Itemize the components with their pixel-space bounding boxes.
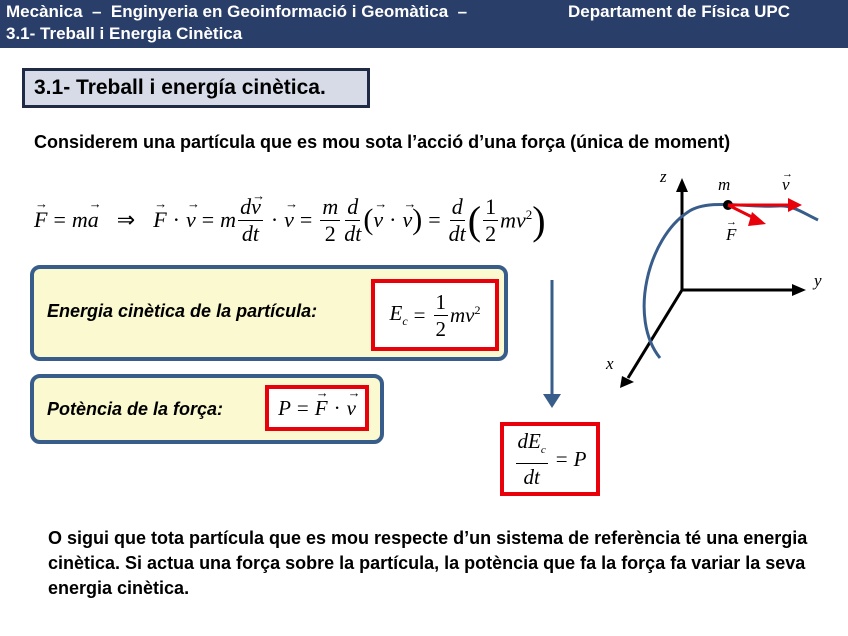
energy-rate-formula: $\frac{dE_c}{dt}$ = P: [500, 422, 600, 496]
kinetic-energy-formula: $E_c$ = $\frac{1}{2}$ $mv^2$: [371, 279, 499, 351]
force-label: F: [726, 225, 737, 244]
slide-header: [0, 0, 848, 48]
velocity-vector-arrow-icon: →: [782, 168, 793, 180]
conclusion-text: O sigui que tota partícula que es mou respecte d’un sistema de referència té una energia cinètica. Si actua una força sobre la partícula, la potència que fa la força fa variar la seva energia cinètica.: [48, 528, 808, 598]
x-axis-label: x: [606, 354, 614, 373]
mass-label: m: [718, 175, 731, 194]
velocity-label: v: [782, 175, 790, 194]
header-section: 3.1- Treball i Energia Cinètica: [6, 24, 243, 43]
slide-title: 3.1- Treball i energía cinètica.: [22, 68, 370, 108]
z-axis-label: z: [660, 168, 667, 186]
y-axis-label: y: [814, 271, 822, 290]
work-energy-equation: → F = m → a ⇒ → F · → v = m $\frac{d\to v}{dt}$ · → v = $\frac{m}{2}$ $\frac{d}{dt}$ ( → v · → v ) = $\frac{d}{dt}$ ( $\frac{1}{2}$ $mv^2$ ): [34, 185, 624, 255]
power-label: Potència de la força:: [47, 399, 224, 419]
header-course: Mecànica – Enginyeria en Geoinformació i Geomàtica –: [6, 2, 468, 21]
header-department: Departament de Física UPC: [568, 2, 791, 21]
particle-trajectory-diagram: [598, 168, 848, 398]
force-vector-arrow-icon: →: [726, 216, 737, 228]
intro-text: Considerem una partícula que es mou sota l’acció d’una força (única de moment): [34, 132, 731, 152]
power-formula: P = → F · → v: [265, 385, 369, 431]
kinetic-energy-label: Energia cinètica de la partícula:: [47, 301, 318, 321]
down-arrow-icon: [540, 278, 564, 410]
